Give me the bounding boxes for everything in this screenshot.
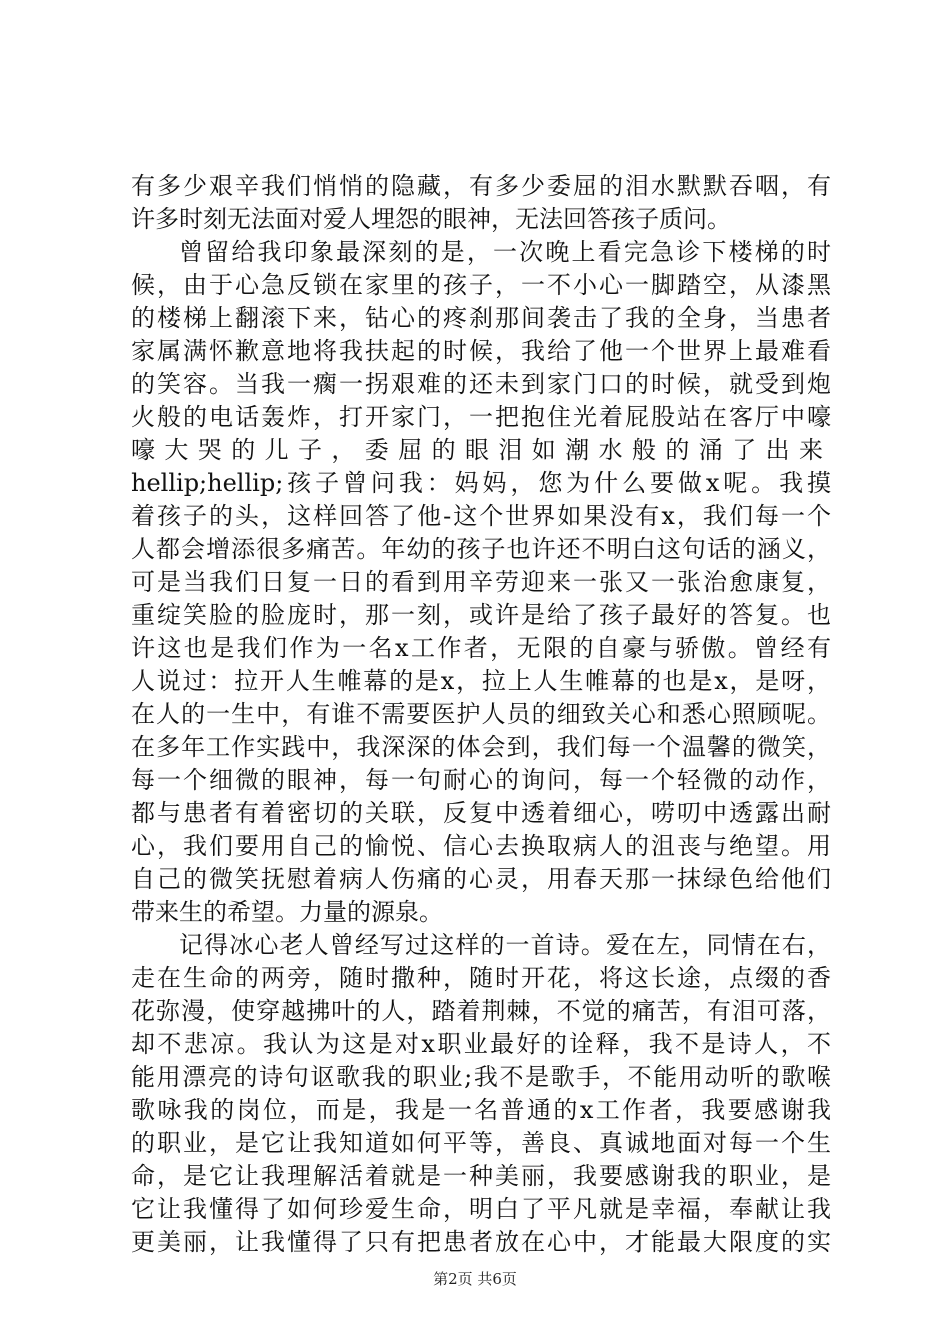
text-line: 嚎大哭的儿子，委屈的眼泪如潮水般的涌了出来 xyxy=(131,436,831,464)
text-line: 它让我懂得了如何珍爱生命，明白了平凡就是幸福，奉献让我 xyxy=(131,1195,831,1223)
text-line: 人都会增添很多痛苦。年幼的孩子也许还不明白这句话的涵义， xyxy=(131,535,831,563)
paragraph-start-line: 曾留给我印象最深刻的是，一次晚上看完急诊下楼梯的时 xyxy=(179,238,831,266)
text-line: 带来生的希望。力量的源泉。 xyxy=(131,898,443,926)
text-line: 着孩子的头，这样回答了他-这个世界如果没有x，我们每一个 xyxy=(131,502,831,530)
text-line: 火般的电话轰炸，打开家门，一把抱住光着屁股站在客厅中嚎 xyxy=(131,403,831,431)
text-line: 命，是它让我理解活着就是一种美丽，我要感谢我的职业，是 xyxy=(131,1162,831,1190)
text-line: 许这也是我们作为一名x工作者，无限的自豪与骄傲。曾经有 xyxy=(131,634,831,662)
text-line: 的职业，是它让我知道如何平等，善良、真诚地面对每一个生 xyxy=(131,1129,831,1157)
text-line: 却不悲凉。我认为这是对x职业最好的诠释，我不是诗人，不 xyxy=(131,1030,831,1058)
text-line: 可是当我们日复一日的看到用辛劳迎来一张又一张治愈康复， xyxy=(131,568,831,596)
text-line: 更美丽，让我懂得了只有把患者放在心中，才能最大限度的实 xyxy=(131,1228,831,1256)
text-line: 能用漂亮的诗句讴歌我的职业;我不是歌手，不能用动听的歌喉 xyxy=(131,1063,831,1091)
text-line: 人说过：拉开人生帷幕的是x，拉上人生帷幕的也是x，是呀， xyxy=(131,667,831,695)
text-line: hellip;hellip;孩子曾问我：妈妈，您为什么要做x呢。我摸 xyxy=(131,469,831,497)
text-line: 的楼梯上翻滚下来，钻心的疼刹那间袭击了我的全身，当患者 xyxy=(131,304,831,332)
text-line: 重绽笑脸的脸庞时，那一刻，或许是给了孩子最好的答复。也 xyxy=(131,601,831,629)
text-line: 每一个细微的眼神，每一句耐心的询问，每一个轻微的动作， xyxy=(131,766,831,794)
text-line: 自己的微笑抚慰着病人伤痛的心灵，用春天那一抹绿色给他们 xyxy=(131,865,831,893)
text-line: 在人的一生中，有谁不需要医护人员的细致关心和悉心照顾呢。 xyxy=(131,700,831,728)
text-line: 都与患者有着密切的关联，反复中透着细心，唠叨中透露出耐 xyxy=(131,799,831,827)
page-number-footer: 第2页 共6页 xyxy=(433,1270,517,1288)
body-text xyxy=(131,170,831,1259)
text-line: 歌咏我的岗位，而是，我是一名普通的x工作者，我要感谢我 xyxy=(131,1096,831,1124)
text-line: 心，我们要用自己的愉悦、信心去换取病人的沮丧与绝望。用 xyxy=(131,832,831,860)
text-line: 的笑容。当我一瘸一拐艰难的还未到家门口的时候，就受到炮 xyxy=(131,370,831,398)
text-line: 许多时刻无法面对爱人埋怨的眼神，无法回答孩子质问。 xyxy=(131,205,731,233)
text-line: 家属满怀歉意地将我扶起的时候，我给了他一个世界上最难看 xyxy=(131,337,831,365)
text-line: 有多少艰辛我们悄悄的隐藏，有多少委屈的泪水默默吞咽，有 xyxy=(131,172,831,200)
text-line: 候，由于心急反锁在家里的孩子，一不小心一脚踏空，从漆黑 xyxy=(131,271,831,299)
text-line: 走在生命的两旁，随时撒种，随时开花，将这长途，点缀的香 xyxy=(131,964,831,992)
paragraph-start-line: 记得冰心老人曾经写过这样的一首诗。爱在左，同情在右， xyxy=(179,931,831,959)
text-line: 在多年工作实践中，我深深的体会到，我们每一个温馨的微笑， xyxy=(131,733,831,761)
text-line: 花弥漫，使穿越拂叶的人，踏着荆棘，不觉的痛苦，有泪可落， xyxy=(131,997,831,1025)
